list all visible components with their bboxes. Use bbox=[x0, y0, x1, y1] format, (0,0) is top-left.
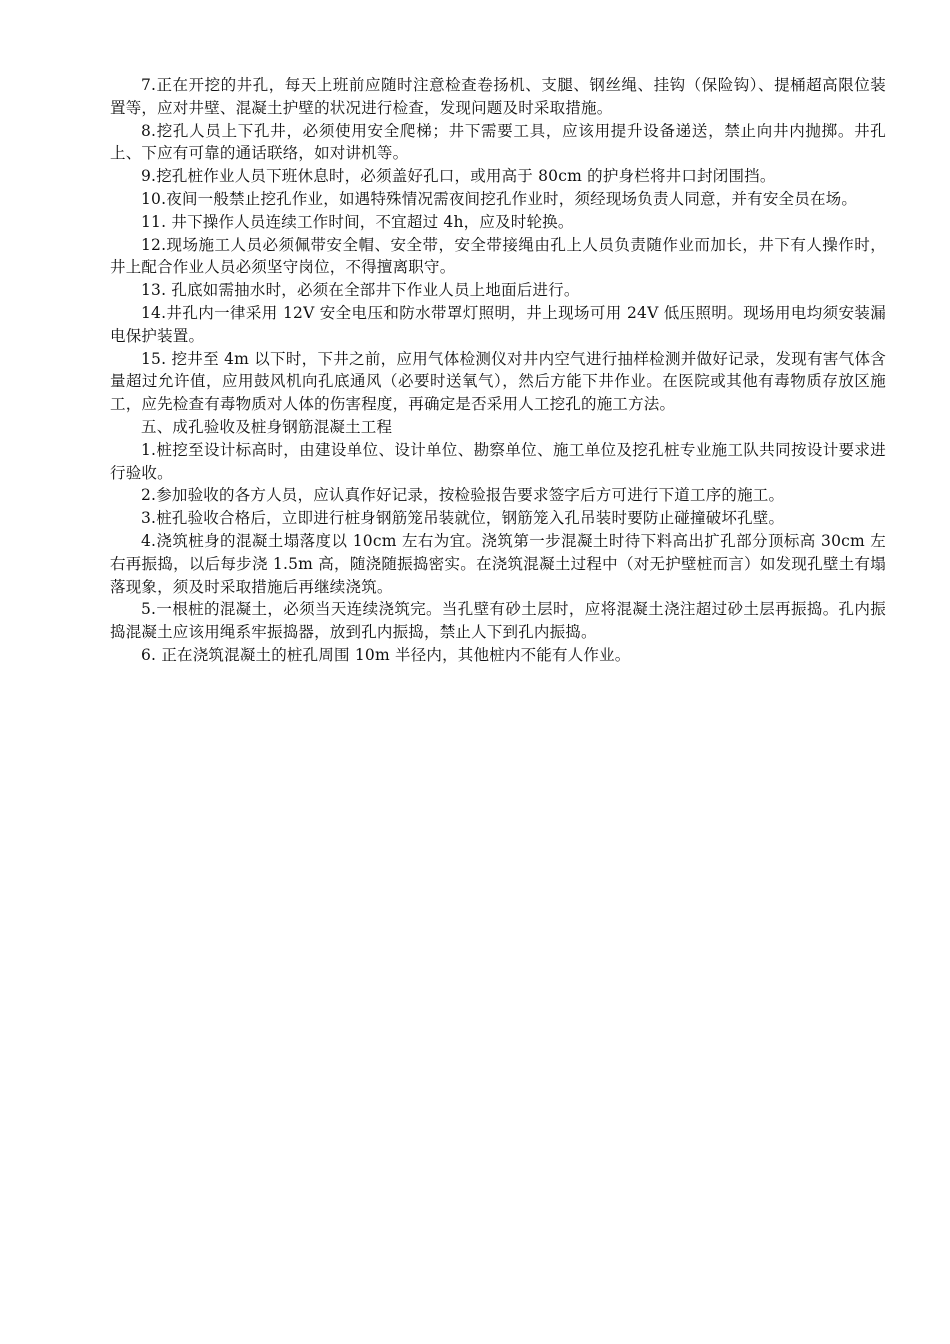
paragraph-item-14: 14.井孔内一律采用 12V 安全电压和防水带罩灯照明，井上现场可用 24V 低压照明。现场用电均须安装漏电保护装置。 bbox=[110, 303, 886, 345]
paragraph-acceptance-2: 2.参加验收的各方人员，应认真作好记录，按检验报告要求签字后方可进行下道工序的施工。 bbox=[141, 486, 785, 505]
paragraph-acceptance-5: 5.一根桩的混凝土，必须当天连续浇筑完。当孔壁有砂土层时，应将混凝土浇注超过砂土层再振捣。孔内振捣混凝土应该用绳系牢振捣器，放到孔内振捣，禁止人下到孔内振捣。 bbox=[110, 600, 886, 642]
paragraph-item-9: 9.挖孔桩作业人员下班休息时，必须盖好孔口，或用高于 80cm 的护身栏将井口封闭围挡。 bbox=[141, 167, 776, 186]
paragraph-item-7: 7.正在开挖的井孔，每天上班前应随时注意检查卷扬机、支腿、钢丝绳、挂钩（保险钩）、提桶超高限位装置等，应对井壁、混凝土护壁的状况进行检查，发现问题及时采取措施。 bbox=[110, 76, 886, 117]
paragraph-item-15: 15. 挖井至 4m 以下时，下井之前，应用气体检测仪对井内空气进行抽样检测并做好记录，发现有害气体含量超过允许值，应用鼓风机向孔底通风（必要时送氧气），然后方能下井作业。在医院或其他有毒物质存放区施工，应先检查有毒物质对人体的伤害程度，再确定是否采用人工挖孔的施工方法。 bbox=[110, 349, 886, 414]
section-heading: 五、成孔验收及桩身钢筋混凝土工程 bbox=[141, 417, 393, 436]
paragraph-acceptance-1: 1.桩挖至设计标高时，由建设单位、设计单位、勘察单位、施工单位及挖孔桩专业施工队共同按设计要求进行验收。 bbox=[110, 440, 886, 482]
paragraph-item-12: 12.现场施工人员必须佩带安全帽、安全带，安全带接绳由孔上人员负责随作业而加长，井下有人操作时，井上配合作业人员必须坚守岗位，不得擅离职守。 bbox=[110, 235, 886, 277]
paragraph-item-11: 11. 井下操作人员连续工作时间，不宜超过 4h，应及时轮换。 bbox=[141, 212, 574, 231]
paragraph-acceptance-6: 6. 正在浇筑混凝土的桩孔周围 10m 半径内，其他桩内不能有人作业。 bbox=[141, 645, 631, 664]
paragraph-acceptance-4: 4.浇筑桩身的混凝土塌落度以 10cm 左右为宜。浇筑第一步混凝土时待下料高出扩孔部分顶标高 30cm 左右再振捣，以后每步浇 1.5m 高，随浇随振捣密实。在浇筑混凝土过程中（对无护壁桩而言）如发现孔壁土有塌落现象，须及时采取措施后再继续浇筑。 bbox=[110, 531, 886, 596]
paragraph-item-10: 10.夜间一般禁止挖孔作业，如遇特殊情况需夜间挖孔作业时，须经现场负责人同意，并有安全员在场。 bbox=[141, 189, 858, 208]
paragraph-acceptance-3: 3.桩孔验收合格后，立即进行桩身钢筋笼吊装就位，钢筋笼入孔吊装时要防止碰撞破坏孔壁。 bbox=[141, 509, 785, 528]
paragraph-item-13: 13. 孔底如需抽水时，必须在全部井下作业人员上地面后进行。 bbox=[141, 281, 580, 300]
paragraph-item-8: 8.挖孔人员上下孔井，必须使用安全爬梯；井下需要工具，应该用提升设备递送，禁止向井内抛掷。井孔上、下应有可靠的通话联络，如对讲机等。 bbox=[110, 121, 886, 163]
document-body bbox=[110, 74, 886, 667]
